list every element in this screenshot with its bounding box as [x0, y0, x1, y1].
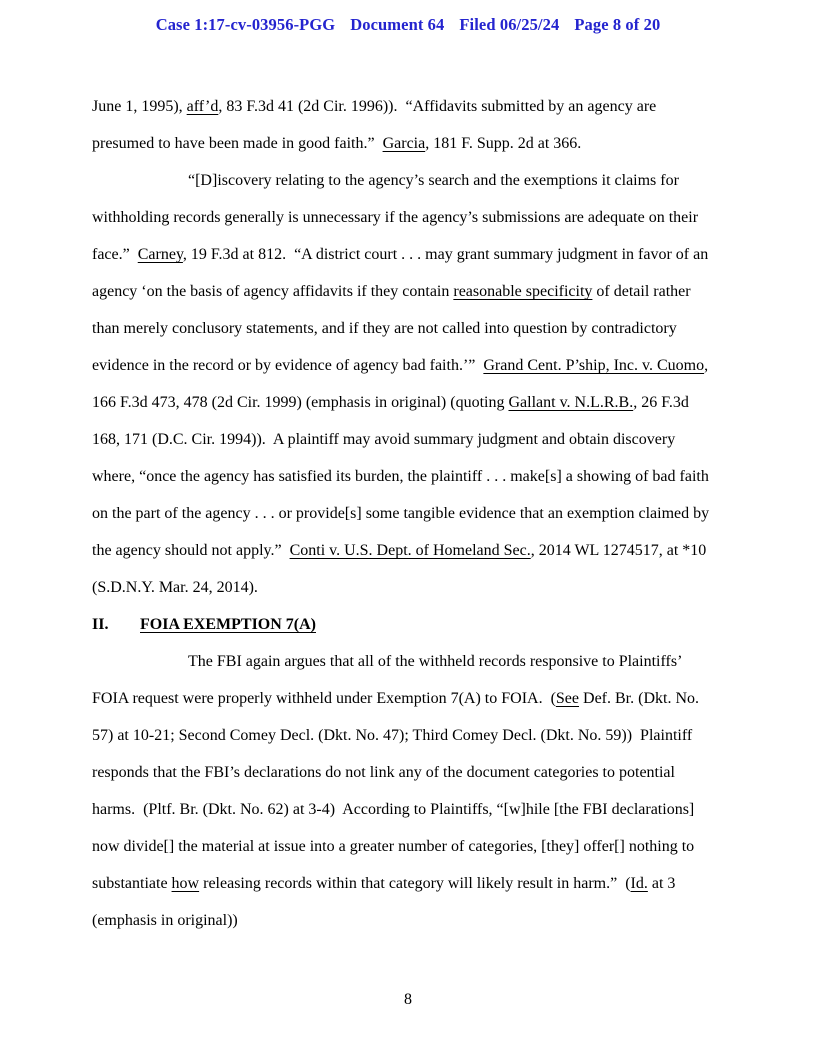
text-run: , 2014 WL 1274517, at *10 (S.D.N.Y. Mar. 24, 2014). — [92, 542, 711, 596]
page-number: 8 — [404, 991, 412, 1008]
underlined-text-run: Garcia — [382, 135, 426, 152]
text-run: Def. Br. (Dkt. No. 57) at 10-21; Second Comey Decl. (Dkt. No. 47); Third Comey Decl. (Dkt. No. 59)) Plaintiff responds that the FBI’s declarations do not link any of the document categories to potential harms. (Pltf. Br. (Dkt. No. 62) at 3-4) According to Plaintiffs, “[w]hile [the FBI declarations] now divide[] the material at issue into a greater number of categories, [they] offer[] nothing to substantiate — [92, 690, 703, 892]
text-run: , 19 F.3d at 812. “A district court . . . may grant summary judgment in favor of an agency ‘on the basis of agency affidavits if they contain — [92, 246, 713, 300]
text-run: June 1, 1995), — [92, 98, 187, 115]
heading-title: FOIA EXEMPTION 7(A) — [140, 616, 316, 633]
text-run: “[D]iscovery relating to the agency’s search and the exemptions it claims for withholding records generally is unnecessary if the agency’s submissions are adequate on their face.” — [92, 172, 703, 263]
underlined-text-run: aff’d — [186, 98, 219, 115]
paragraph — [92, 162, 714, 606]
text-run: , 26 F.3d 168, 171 (D.C. Cir. 1994)). A plaintiff may avoid summary judgment and obtain discovery where, “once the agency has satisfied its burden, the plaintiff . . . make[s] a showing of bad faith on the part of the agency . . . or provide[s] some tangible evidence that an exemption claimed by the agency should not apply.” — [92, 394, 714, 559]
underlined-text-run: Carney — [137, 246, 183, 263]
text-run: , 83 F.3d 41 (2d Cir. 1996)). “Affidavits submitted by an agency are presumed to have been made in good faith.” — [92, 98, 661, 152]
section-heading — [92, 606, 710, 643]
case-header-page: Page 8 of 20 — [574, 15, 661, 34]
case-header-case: Case 1:17-cv-03956-PGG — [155, 15, 336, 34]
text-run: , 181 F. Supp. 2d at 366. — [425, 135, 582, 152]
underlined-text-run: Gallant v. N.L.R.B. — [508, 394, 634, 411]
text-run: releasing records within that category will likely result in harm.” ( — [199, 875, 631, 892]
text-run: , 166 F.3d 473, 478 (2d Cir. 1999) (emphasis in original) (quoting — [92, 357, 713, 411]
underlined-text-run: See — [555, 690, 580, 707]
case-header-document: Document 64 — [350, 15, 445, 34]
underlined-text-run: reasonable specificity — [453, 283, 593, 300]
case-header — [0, 15, 816, 35]
case-header-filed: Filed 06/25/24 — [459, 15, 560, 34]
paragraph — [92, 643, 710, 939]
underlined-text-run: how — [171, 875, 200, 892]
underlined-text-run: Grand Cent. P’ship, Inc. v. Cuomo — [483, 357, 705, 374]
heading-number: II. — [92, 616, 109, 633]
document-body — [92, 88, 714, 939]
text-run: at 3 (emphasis in original)) — [92, 875, 680, 929]
text-run: of detail rather than merely conclusory statements, and if they are not called into question by contradictory evidence in the record or by evidence of agency bad faith.’” — [92, 283, 695, 374]
underlined-text-run: Id. — [630, 875, 648, 892]
text-run: The FBI again argues that all of the withheld records responsive to Plaintiffs’ FOIA request were properly withheld under Exemption 7(A) to FOIA. ( — [92, 653, 686, 707]
paragraph — [92, 88, 710, 162]
underlined-text-run: Conti v. U.S. Dept. of Homeland Sec. — [289, 542, 531, 559]
